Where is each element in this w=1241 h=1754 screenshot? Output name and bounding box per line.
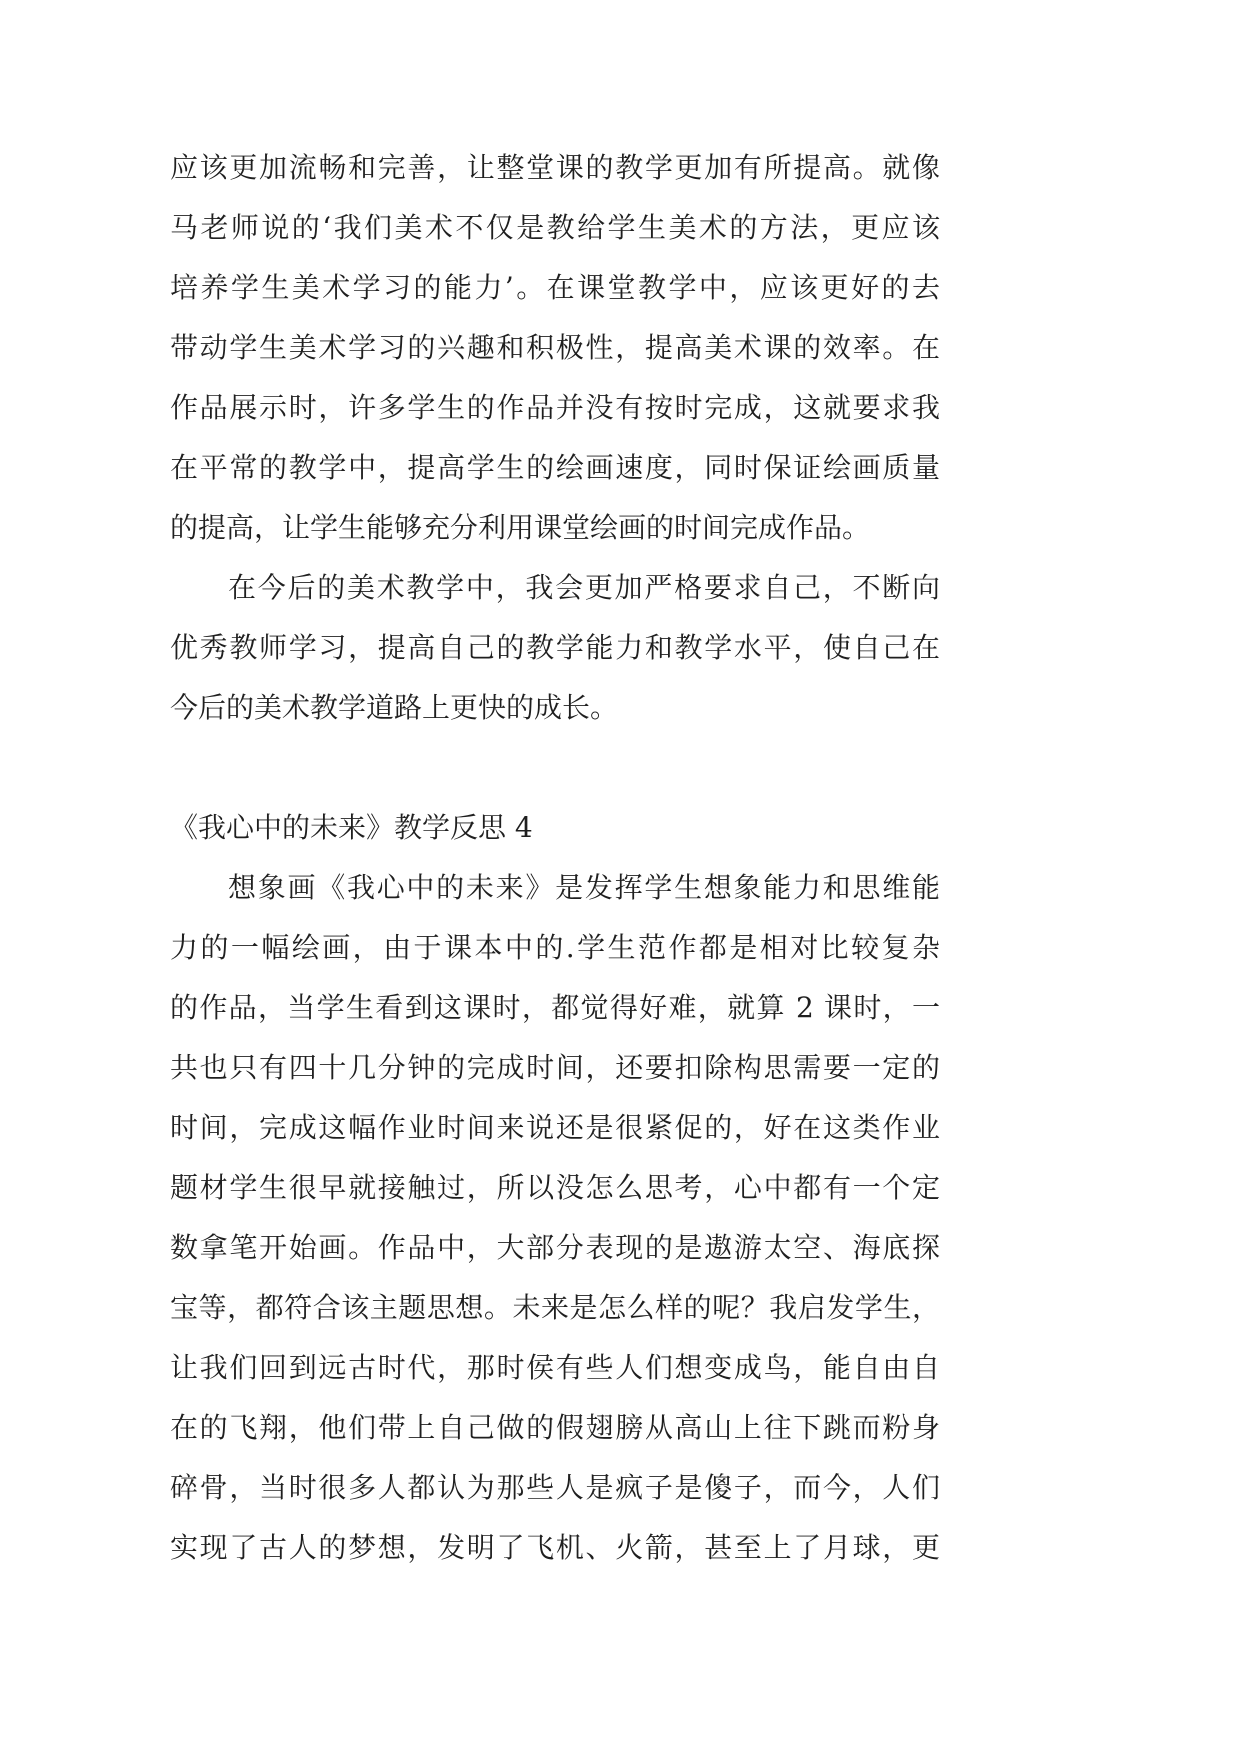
paragraph-continued (170, 138, 940, 558)
text-line: 的提高，让学生能够充分利用课堂绘画的时间完成作品。 (170, 511, 871, 544)
text-line: 在今后的美术教学中，我会更加严格要求自己，不断向 (228, 571, 940, 604)
text-line: 宝等，都符合该主题思想。未来是怎么样的呢？我启发学生， (170, 1291, 940, 1324)
text-line: 今后的美术教学道路上更快的成长。 (170, 691, 619, 724)
paragraph-closing (170, 558, 940, 738)
text-line: 让我们回到远古时代，那时侯有些人们想变成鸟，能自由自 (170, 1351, 940, 1384)
section-heading: 《我心中的未来》教学反思 4 (170, 811, 533, 844)
text-line: 马老师说的‘我们美术不仅是教给学生美术的方法，更应该 (170, 211, 940, 244)
document-page (170, 138, 940, 1578)
text-line: 带动学生美术学习的兴趣和积极性，提高美术课的效率。在 (170, 331, 940, 364)
text-line: 应该更加流畅和完善，让整堂课的教学更加有所提高。就像 (170, 151, 940, 184)
text-line: 共也只有四十几分钟的完成时间，还要扣除构思需要一定的 (170, 1051, 940, 1084)
text-line: 在的飞翔，他们带上自己做的假翅膀从高山上往下跳而粉身 (170, 1411, 940, 1444)
text-line: 时间，完成这幅作业时间来说还是很紧促的，好在这类作业 (170, 1111, 940, 1144)
text-line: 作品展示时，许多学生的作品并没有按时完成，这就要求我 (170, 391, 940, 424)
blank-line (170, 738, 940, 798)
text-line: 培养学生美术学习的能力’。在课堂教学中，应该更好的去 (170, 271, 940, 304)
text-line: 力的一幅绘画，由于课本中的.学生范作都是相对比较复杂 (170, 931, 940, 964)
text-line: 优秀教师学习，提高自己的教学能力和教学水平，使自己在 (170, 631, 940, 664)
paragraph-body (170, 858, 940, 1578)
text-line: 碎骨，当时很多人都认为那些人是疯子是傻子，而今，人们 (170, 1471, 940, 1504)
text-line: 题材学生很早就接触过，所以没怎么思考，心中都有一个定 (170, 1171, 940, 1204)
text-line: 在平常的教学中，提高学生的绘画速度，同时保证绘画质量 (170, 451, 940, 484)
text-line: 想象画《我心中的未来》是发挥学生想象能力和思维能 (228, 871, 940, 904)
text-line: 的作品，当学生看到这课时，都觉得好难，就算 2 课时，一 (170, 991, 940, 1024)
text-line: 实现了古人的梦想，发明了飞机、火箭，甚至上了月球，更 (170, 1531, 940, 1564)
text-line: 数拿笔开始画。作品中，大部分表现的是遨游太空、海底探 (170, 1231, 940, 1264)
